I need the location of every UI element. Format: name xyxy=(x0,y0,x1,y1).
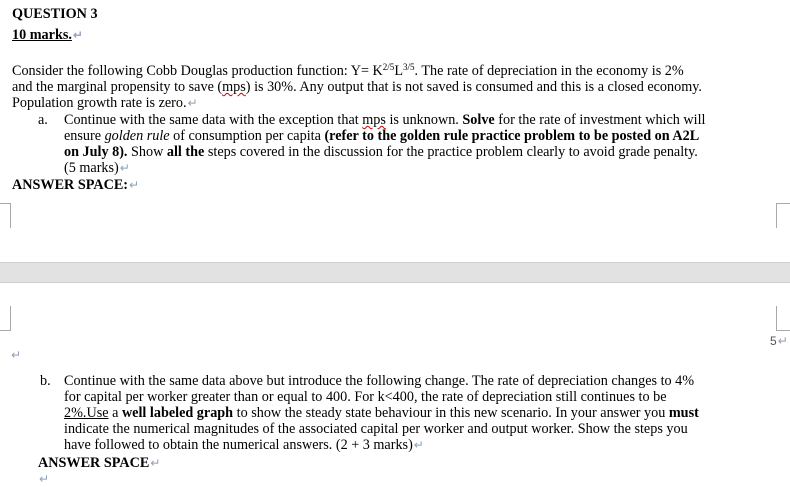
question-marks: 10 marks.↵ xyxy=(12,27,83,43)
paragraph-mark-icon: ↵ xyxy=(413,438,424,452)
paragraph-mark-icon: ↵ xyxy=(11,348,22,362)
part-a-line-2: ensure golden rule of consumption per capita (refer to the golden rule practice problem to be posted on A2L xyxy=(64,128,700,144)
paragraph-mark-icon: ↵ xyxy=(150,456,161,470)
part-a-answer-space: ANSWER SPACE:↵ xyxy=(12,177,140,193)
part-b-line-4: indicate the numerical magnitudes of the associated capital per worker and output worker. Show the steps you xyxy=(64,421,688,437)
paragraph-mark-icon: ↵ xyxy=(39,472,50,486)
part-a-line-3: on July 8). Show all the steps covered in the discussion for the practice problem clearly to avoid grade penalty. xyxy=(64,144,698,160)
part-b-line-1: Continue with the same data above but introduce the following change. The rate of depreciation changes to 4% xyxy=(64,373,695,389)
part-b-line-3: 2%.Use a well labeled graph to show the steady state behaviour in this new scenario. In your answer you must xyxy=(64,405,699,421)
part-b-label: b. xyxy=(40,373,51,389)
paragraph-mark-icon: ↵ xyxy=(119,161,130,175)
trailing-paragraph xyxy=(38,471,49,487)
empty-paragraph xyxy=(10,347,21,363)
crop-mark-bottom-right xyxy=(776,203,790,228)
paragraph-mark-icon: ↵ xyxy=(72,28,83,42)
part-a-line-1: Continue with the same data with the exception that mps is unknown. Solve for the rate of investment which will xyxy=(64,112,706,128)
paragraph-mark-icon: ↵ xyxy=(187,96,198,110)
intro-line-2: and the marginal propensity to save (mps) is 30%. Any output that is not saved is consumed and this is a closed economy. xyxy=(12,79,702,95)
question-title: QUESTION 3 xyxy=(12,6,98,22)
crop-mark-top-left xyxy=(0,306,11,331)
crop-mark-top-right xyxy=(776,306,790,331)
paragraph-mark-icon: ↵ xyxy=(129,178,140,192)
document-page-2 xyxy=(0,283,790,486)
part-a-marks: (5 marks)↵ xyxy=(64,160,130,176)
intro-line-1: Consider the following Cobb Douglas production function: $Y= K^{2/5}L^{3/5}$. The rate of depreciation in the economy is 2% xyxy=(12,62,684,79)
page-break-gap xyxy=(0,262,790,283)
paragraph-mark-icon: ↵ xyxy=(777,334,788,348)
part-a-label: a. xyxy=(38,112,48,128)
part-b-line-5: have followed to obtain the numerical answers. (2 + 3 marks)↵ xyxy=(64,437,424,453)
intro-line-3: Population growth rate is zero.↵ xyxy=(12,95,198,111)
page-number: 5↵ xyxy=(770,334,788,348)
part-b-line-2: for capital per worker greater than or equal to 400. For k<400, the rate of depreciation still continues to be xyxy=(64,389,667,405)
part-b-answer-space: ANSWER SPACE↵ xyxy=(38,455,161,471)
crop-mark-bottom-left xyxy=(0,203,11,228)
